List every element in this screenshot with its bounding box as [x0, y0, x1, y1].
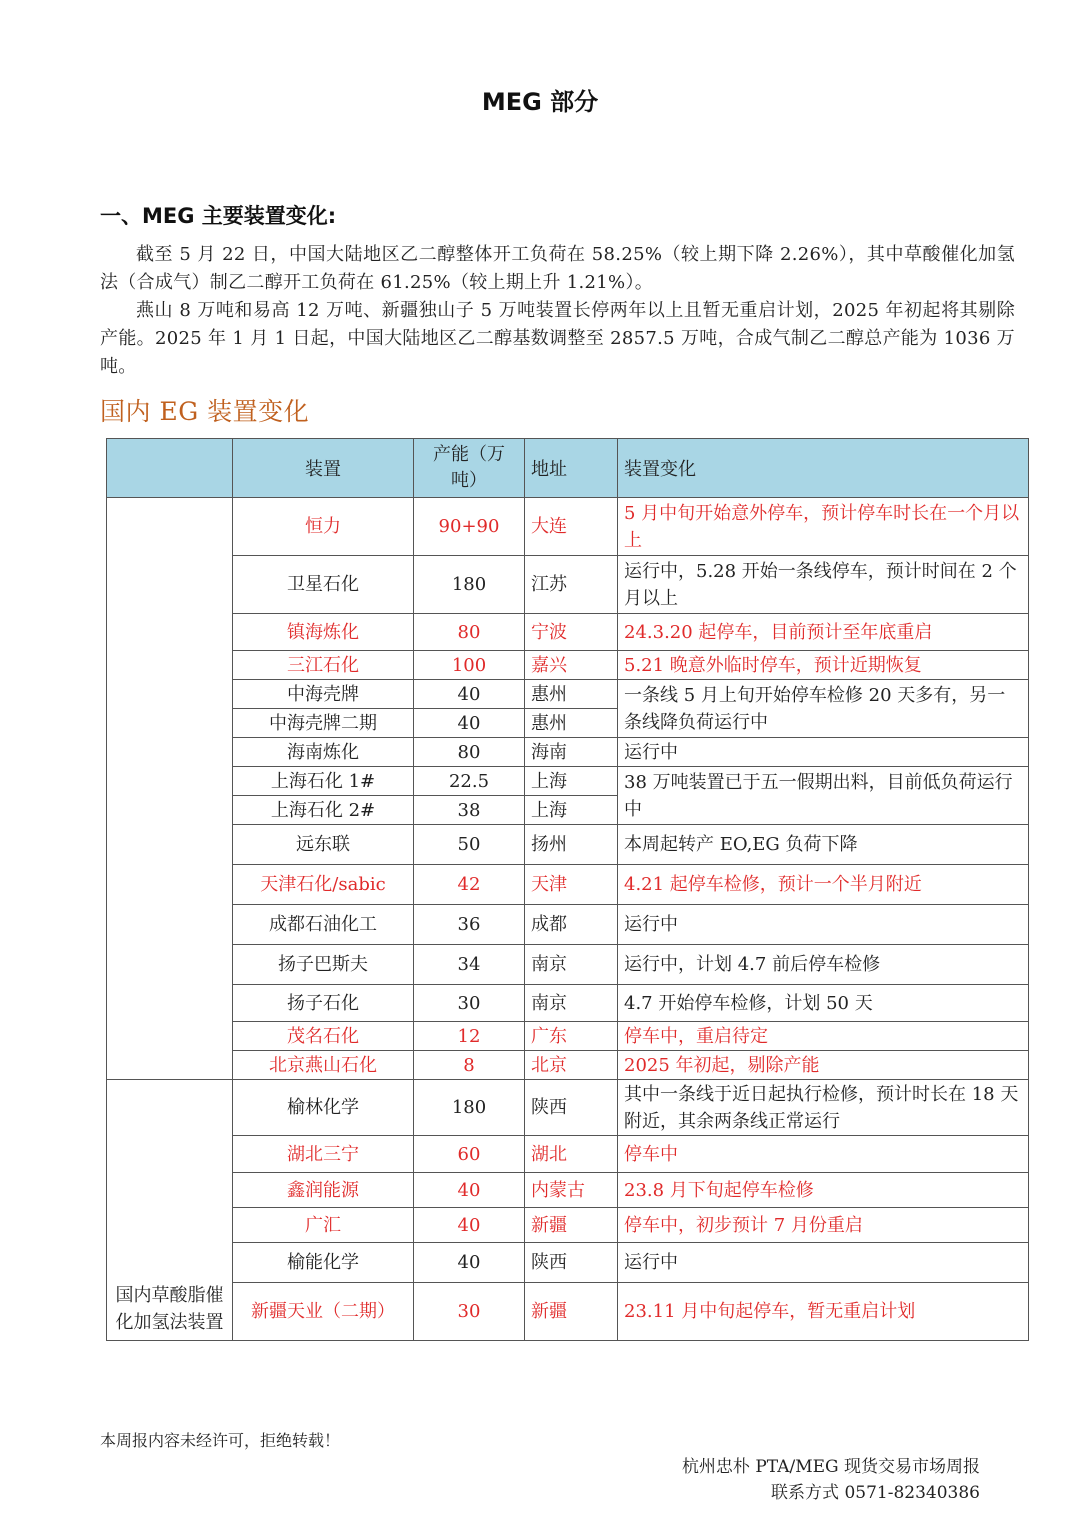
device-location: 陕西 — [525, 1080, 618, 1136]
device-change: 运行中，5.28 开始一条线停车，预计时间在 2 个月以上 — [618, 556, 1029, 614]
device-capacity: 30 — [414, 985, 525, 1022]
device-capacity: 100 — [414, 651, 525, 680]
table-row — [107, 738, 1029, 767]
device-capacity: 40 — [414, 709, 525, 738]
device-name: 三江石化 — [233, 651, 414, 680]
table-row — [107, 1173, 1029, 1208]
device-change: 2025 年初起，剔除产能 — [618, 1051, 1029, 1080]
header-location: 地址 — [525, 439, 618, 498]
table-row — [107, 865, 1029, 905]
table-row — [107, 905, 1029, 945]
table-row — [107, 680, 1029, 709]
device-capacity: 42 — [414, 865, 525, 905]
table-row — [107, 985, 1029, 1022]
device-change: 24.3.20 起停车，目前预计至年底重启 — [618, 614, 1029, 651]
device-change: 停车中，重启待定 — [618, 1022, 1029, 1051]
device-change: 运行中 — [618, 738, 1029, 767]
device-location: 惠州 — [525, 680, 618, 709]
device-name: 鑫润能源 — [233, 1173, 414, 1208]
device-capacity: 80 — [414, 738, 525, 767]
device-name: 海南炼化 — [233, 738, 414, 767]
table-row — [107, 767, 1029, 796]
device-change: 运行中，计划 4.7 前后停车检修 — [618, 945, 1029, 985]
device-change: 38 万吨装置已于五一假期出料，目前低负荷运行中 — [618, 767, 1029, 825]
device-location: 惠州 — [525, 709, 618, 738]
device-change: 4.21 起停车检修，预计一个半月附近 — [618, 865, 1029, 905]
header-device: 装置 — [233, 439, 414, 498]
device-location: 新疆 — [525, 1283, 618, 1341]
table-row — [107, 825, 1029, 865]
device-name: 上海石化 2# — [233, 796, 414, 825]
table-row — [107, 945, 1029, 985]
table-row — [107, 1243, 1029, 1283]
table-row — [107, 614, 1029, 651]
device-change: 其中一条线于近日起执行检修，预计时长在 18 天附近，其余两条线正常运行 — [618, 1080, 1029, 1136]
device-name: 扬子石化 — [233, 985, 414, 1022]
table-row — [107, 556, 1029, 614]
device-capacity: 40 — [414, 1243, 525, 1283]
device-name: 北京燕山石化 — [233, 1051, 414, 1080]
device-location: 嘉兴 — [525, 651, 618, 680]
device-location: 南京 — [525, 985, 618, 1022]
device-name: 中海壳牌二期 — [233, 709, 414, 738]
paragraph-capacity-adjustment: 燕山 8 万吨和易高 12 万吨、新疆独山子 5 万吨装置长停两年以上且暂无重启计划，2025 年初起将其剔除产能。2025 年 1 月 1 日起，中国大陆地区乙二醇基数调整至 2857.5 万吨，合成气制乙二醇总产能为 1036 万吨。 — [100, 300, 1015, 377]
device-name: 榆林化学 — [233, 1080, 414, 1136]
device-capacity: 22.5 — [414, 767, 525, 796]
device-location: 宁波 — [525, 614, 618, 651]
table-row — [107, 1208, 1029, 1243]
device-location: 上海 — [525, 796, 618, 825]
table-row — [107, 498, 1029, 556]
device-location: 陕西 — [525, 1243, 618, 1283]
device-name: 新疆天业（二期） — [233, 1283, 414, 1341]
device-capacity: 50 — [414, 825, 525, 865]
device-name: 扬子巴斯夫 — [233, 945, 414, 985]
device-change: 4.7 开始停车检修，计划 50 天 — [618, 985, 1029, 1022]
header-capacity: 产能（万吨） — [414, 439, 525, 498]
device-change: 23.8 月下旬起停车检修 — [618, 1173, 1029, 1208]
device-location: 北京 — [525, 1051, 618, 1080]
contact-info: 联系方式 0571-82340386 — [771, 1483, 980, 1503]
table-row — [107, 1051, 1029, 1080]
device-capacity: 40 — [414, 680, 525, 709]
device-change: 一条线 5 月上旬开始停车检修 20 天多有，另一条线降负荷运行中 — [618, 680, 1029, 738]
table-subheading: 国内 EG 装置变化 — [100, 397, 310, 426]
page-title: MEG 部分 — [481, 88, 599, 116]
device-location: 新疆 — [525, 1208, 618, 1243]
copyright-notice: 本周报内容未经许可，拒绝转载！ — [100, 1431, 341, 1450]
group-cell-empty — [107, 498, 233, 1080]
group-label: 国内草酸脂催化加氢法装置 — [107, 1080, 233, 1341]
device-capacity: 40 — [414, 1208, 525, 1243]
device-change: 停车中 — [618, 1136, 1029, 1173]
eg-device-table — [106, 438, 1029, 1341]
device-change: 5.21 晚意外临时停车，预计近期恢复 — [618, 651, 1029, 680]
device-capacity: 80 — [414, 614, 525, 651]
device-capacity: 180 — [414, 1080, 525, 1136]
device-location: 大连 — [525, 498, 618, 556]
device-change: 运行中 — [618, 905, 1029, 945]
table-header-row — [107, 439, 1029, 498]
device-name: 茂名石化 — [233, 1022, 414, 1051]
device-capacity: 40 — [414, 1173, 525, 1208]
device-capacity: 30 — [414, 1283, 525, 1341]
device-location: 天津 — [525, 865, 618, 905]
device-change: 23.11 月中旬起停车，暂无重启计划 — [618, 1283, 1029, 1341]
device-capacity: 8 — [414, 1051, 525, 1080]
device-location: 上海 — [525, 767, 618, 796]
device-capacity: 34 — [414, 945, 525, 985]
device-name: 远东联 — [233, 825, 414, 865]
device-capacity: 38 — [414, 796, 525, 825]
device-location: 海南 — [525, 738, 618, 767]
device-name: 中海壳牌 — [233, 680, 414, 709]
device-capacity: 60 — [414, 1136, 525, 1173]
device-name: 湖北三宁 — [233, 1136, 414, 1173]
device-capacity: 36 — [414, 905, 525, 945]
table-row — [107, 1080, 1029, 1136]
device-change: 5 月中旬开始意外停车，预计停车时长在一个月以上 — [618, 498, 1029, 556]
device-capacity: 180 — [414, 556, 525, 614]
device-location: 南京 — [525, 945, 618, 985]
device-location: 扬州 — [525, 825, 618, 865]
device-capacity: 90+90 — [414, 498, 525, 556]
device-location: 江苏 — [525, 556, 618, 614]
device-name: 镇海炼化 — [233, 614, 414, 651]
device-name: 广汇 — [233, 1208, 414, 1243]
header-change: 装置变化 — [618, 439, 1029, 498]
device-location: 湖北 — [525, 1136, 618, 1173]
device-name: 成都石油化工 — [233, 905, 414, 945]
publisher-name: 杭州忠朴 PTA/MEG 现货交易市场周报 — [681, 1457, 980, 1477]
device-change: 停车中，初步预计 7 月份重启 — [618, 1208, 1029, 1243]
device-location: 内蒙古 — [525, 1173, 618, 1208]
device-change: 本周起转产 EO,EG 负荷下降 — [618, 825, 1029, 865]
device-name: 恒力 — [233, 498, 414, 556]
header-group — [107, 439, 233, 498]
table-row — [107, 1022, 1029, 1051]
table-row — [107, 1136, 1029, 1173]
section-heading: 一、MEG 主要装置变化: — [100, 204, 337, 228]
device-change: 运行中 — [618, 1243, 1029, 1283]
device-location: 成都 — [525, 905, 618, 945]
device-name: 卫星石化 — [233, 556, 414, 614]
device-name: 榆能化学 — [233, 1243, 414, 1283]
device-name: 上海石化 1# — [233, 767, 414, 796]
device-capacity: 12 — [414, 1022, 525, 1051]
paragraph-load-rate: 截至 5 月 22 日，中国大陆地区乙二醇整体开工负荷在 58.25%（较上期下降 2.26%），其中草酸催化加氢法（合成气）制乙二醇开工负荷在 61.25%（较上期上升 1.21%）。 — [100, 244, 1015, 293]
table-row — [107, 651, 1029, 680]
table-row — [107, 1283, 1029, 1341]
device-name: 天津石化/sabic — [233, 865, 414, 905]
device-location: 广东 — [525, 1022, 618, 1051]
